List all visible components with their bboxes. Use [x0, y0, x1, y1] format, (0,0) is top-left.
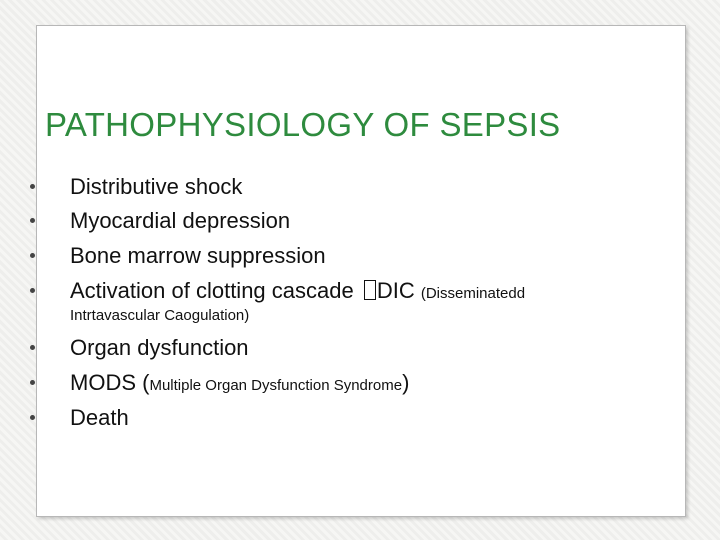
bullet-dot-icon [30, 380, 35, 385]
missing-glyph-icon [364, 280, 376, 300]
bullet-note: (Disseminatedd [420, 285, 526, 302]
bullet-text: Myocardial depression [70, 208, 291, 233]
bullet-text: Distributive shock [70, 174, 243, 199]
bullet-dot-icon [30, 288, 35, 293]
bullet-text: Organ dysfunction [70, 335, 249, 360]
bullet-dot-icon [30, 415, 35, 420]
bullet-text [70, 371, 409, 398]
bullet-main-text: MODS ( [70, 370, 150, 395]
bullet-main-text: Activation of clotting cascade [70, 278, 360, 303]
bullet-abbrev: DIC [376, 278, 415, 303]
slide-title: PATHOPHYSIOLOGY OF SEPSIS [45, 106, 561, 143]
bullet-note: Multiple Organ Dysfunction Syndrome [149, 377, 403, 394]
bullet-text: Bone marrow suppression [70, 243, 326, 268]
slide-card [36, 25, 686, 517]
bullet-close: ) [402, 370, 410, 395]
bullet-dot-icon [30, 184, 35, 189]
bullet-dot-icon [30, 218, 35, 223]
bullet-dot-icon [30, 253, 35, 258]
bullet-continuation: Intrtavascular Caogulation) [70, 307, 250, 324]
bullet-dot-icon [30, 345, 35, 350]
bullet-text: Death [70, 405, 129, 430]
bullet-text [70, 279, 525, 306]
